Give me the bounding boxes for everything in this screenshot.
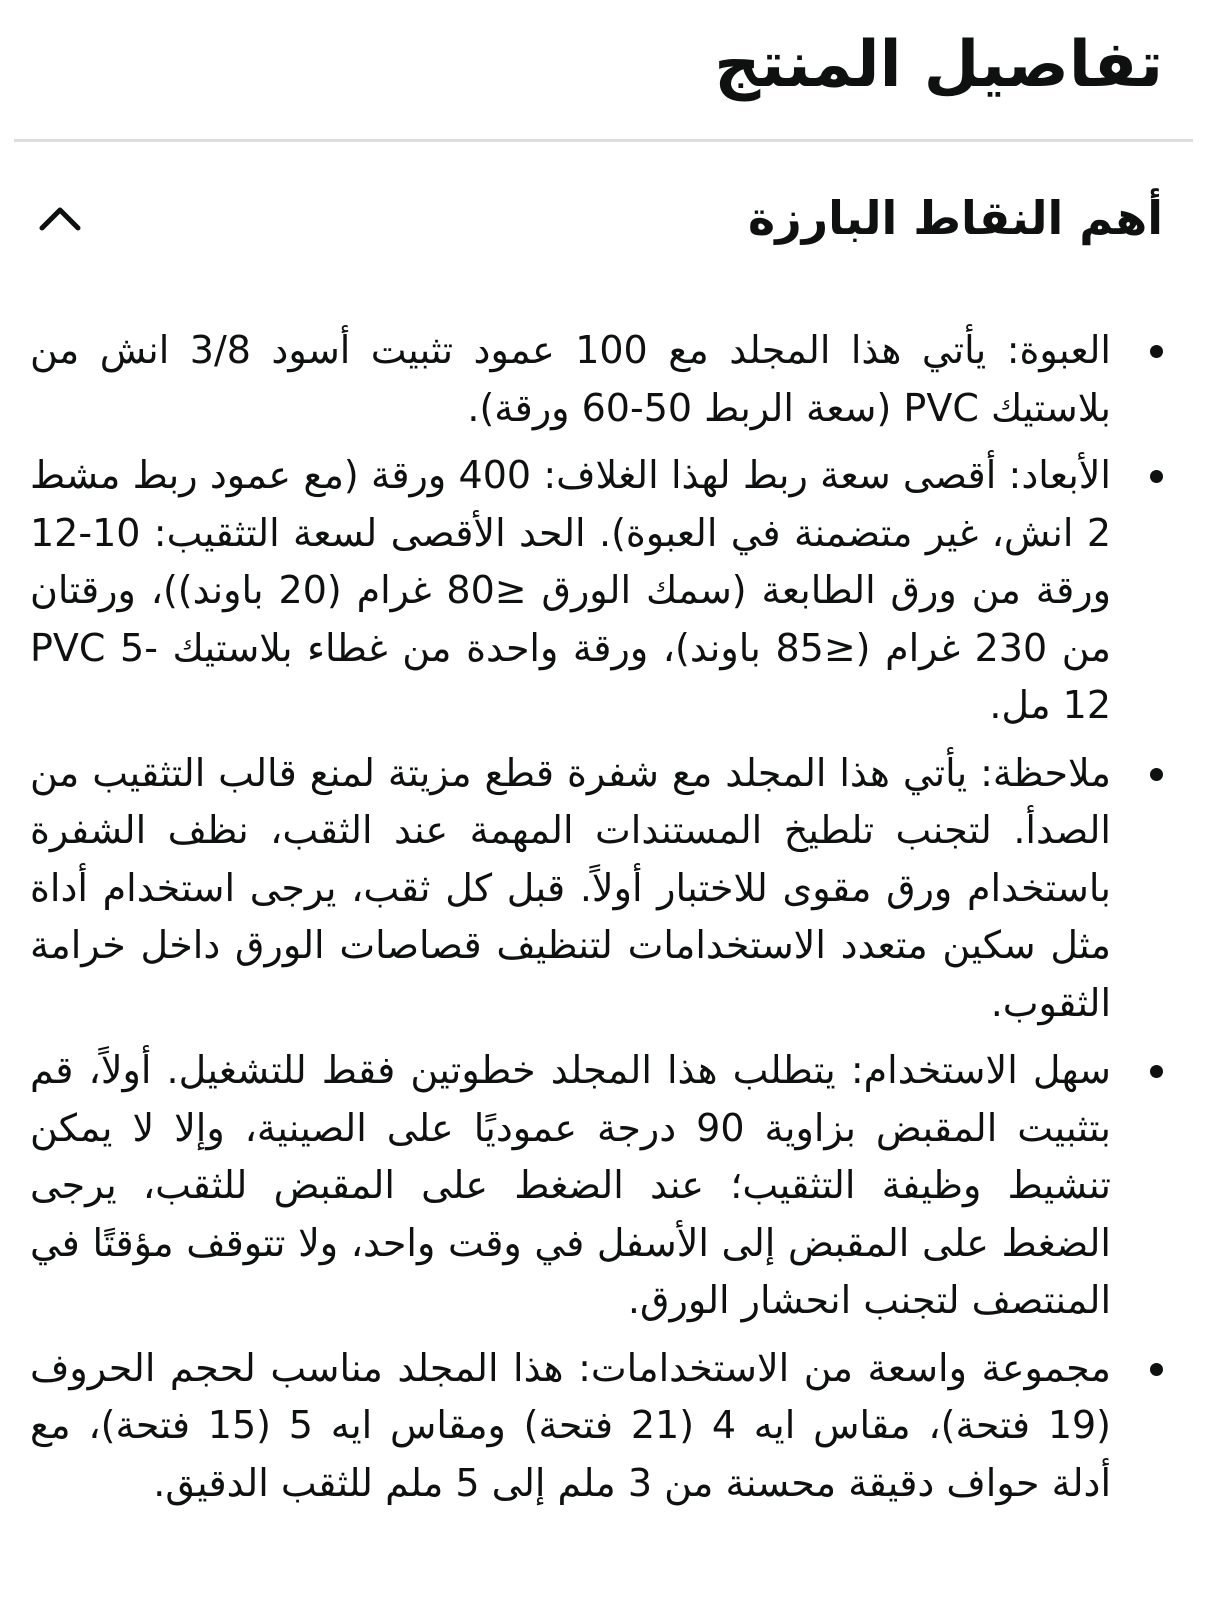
section-title: أهم النقاط البارزة: [748, 191, 1163, 245]
highlights-section-toggle[interactable]: [30, 178, 1163, 258]
page-header: [14, 20, 1163, 110]
highlight-note: ملاحظة: يأتي هذا المجلد مع شفرة قطع مزيتة لمنع قالب التثقيب من الصدأ. لتجنب تلطيخ المستندات المهمة عند الثقب، نظف الشفرة باستخدام ورق مقوى للاختبار أولاً. قبل كل ثقب، يرجى استخدام أداة مثل سكين متعدد الاستخدامات لتنظيف قصاصات الورق داخل خرامة الثقوب.: [30, 745, 1163, 1033]
highlight-uses: مجموعة واسعة من الاستخدامات: هذا المجلد مناسب لحجم الحروف (19 فتحة)، مقاس ايه 4 (21 فتحة) ومقاس ايه 5 (15 فتحة)، مع أدلة حواف دقيقة محسنة من 3 ملم إلى 5 ملم للثقب الدقيق.: [30, 1340, 1163, 1513]
highlight-dimensions: الأبعاد: أقصى سعة ربط لهذا الغلاف: 400 ورقة (مع عمود ربط مشط 2 انش، غير متضمنة في العبوة). الحد الأقصى لسعة التثقيب: 10-12 ورقة من ورق الطابعة (سمك الورق ≤80 غرام (20 باوند))، ورقتان من 230 غرام (≤85 باوند)، ورقة واحدة من غطاء بلاستيك PVC 5-12 مل.: [30, 447, 1163, 735]
highlight-packaging: العبوة: يأتي هذا المجلد مع 100 عمود تثبيت أسود 3/8 انش من بلاستيك PVC (سعة الربط 50-60 ورقة).: [30, 322, 1163, 437]
chevron-up-icon[interactable]: [30, 188, 90, 248]
header-divider: [14, 139, 1193, 142]
page-title: تفاصيل المنتج: [714, 28, 1163, 102]
highlights-list: [30, 322, 1163, 1522]
highlight-ease-of-use: سهل الاستخدام: يتطلب هذا المجلد خطوتين فقط للتشغيل. أولاً، قم بتثبيت المقبض بزاوية 90 درجة عموديًا على الصينية، وإلا لا يمكن تنشيط وظيفة التثقيب؛ عند الضغط على المقبض للثقب، يرجى الضغط على المقبض إلى الأسفل في وقت واحد، ولا تتوقف مؤقتًا في المنتصف لتجنب انحشار الورق.: [30, 1042, 1163, 1330]
